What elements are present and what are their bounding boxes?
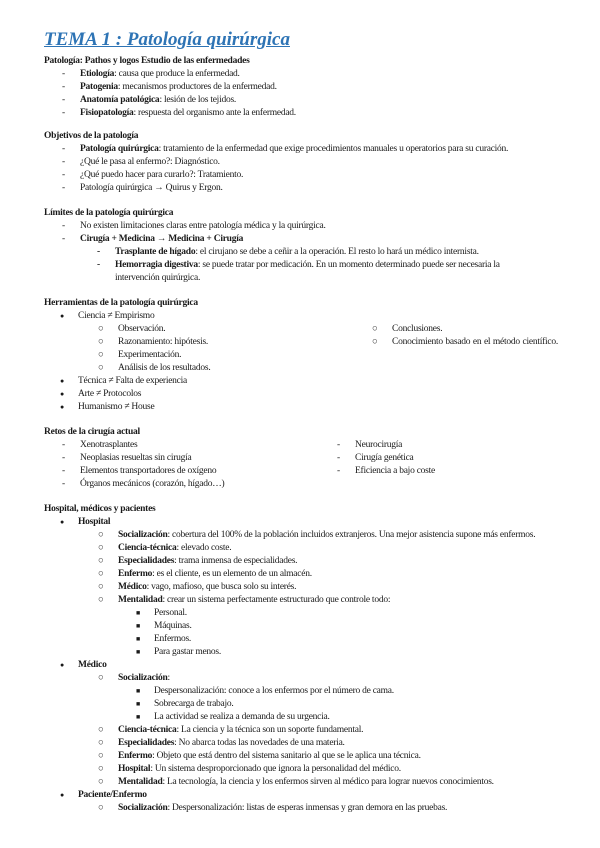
- list-item: - Anatomía patológica: lesión de los tejidos.: [62, 95, 237, 105]
- section-heading: Límites de la patología quirúrgica: [44, 208, 174, 218]
- section-heading: Hospital, médicos y pacientes: [44, 504, 156, 514]
- section-heading: Objetivos de la patología: [44, 131, 139, 141]
- page-title: TEMA 1 : Patología quirúrgica: [44, 29, 290, 50]
- list-item: ○ Especialidades: No abarca todas las novedades de una materia.: [98, 738, 345, 748]
- list-item: ■ Enfermos.: [136, 634, 192, 644]
- list-item: ○ Ciencia-técnica: La ciencia y la técnica son un soporte fundamental.: [98, 725, 364, 735]
- list-item: ○ Enfermo: Objeto que está dentro del sistema sanitario al que se le aplica una técnica.: [98, 751, 421, 761]
- list-item: ○ Conclusiones.: [372, 324, 443, 334]
- list-item: ■ Sobrecarga de trabajo.: [136, 699, 234, 709]
- list-item: ● Paciente/Enfermo: [60, 790, 147, 800]
- list-item: ○ Especialidades: trama inmensa de especialidades.: [98, 556, 298, 566]
- list-item: - Elementos transportadores de oxígeno: [62, 466, 217, 476]
- list-item: ○ Enfermo: es el cliente, es un elemento de un almacén.: [98, 569, 312, 579]
- list-item: ● Ciencia ≠ Empirismo: [60, 311, 155, 321]
- list-item: - Cirugía + Medicina → Medicina + Cirugía: [62, 234, 244, 244]
- list-item: ○ Mentalidad: La tecnología, la ciencia y los enfermos sirven al médico para lograr nuevos conocimientos.: [98, 777, 494, 787]
- list-item: ○ Análisis de los resultados.: [98, 363, 211, 373]
- intro-label: Patología: [44, 56, 80, 66]
- list-item: - Patogenia: mecanismos productores de la enfermedad.: [62, 82, 277, 92]
- list-item: - Fisiopatología: respuesta del organismo ante la enfermedad.: [62, 108, 296, 118]
- list-item: - Trasplante de hígado: el cirujano se debe a ceñir a la operación. El resto lo hará un médico internista.: [97, 247, 479, 257]
- list-item: - ¿Qué puedo hacer para curarlo?: Tratamiento.: [62, 170, 244, 180]
- list-item: ○ Mentalidad: crear un sistema perfectamente estructurado que controle todo:: [98, 595, 391, 605]
- list-item: ● Hospital: [60, 517, 111, 527]
- list-item: - Neurocirugía: [337, 440, 403, 450]
- list-item: ○ Socialización: Despersonalización: listas de esperas inmensas y gran demora en las pruebas.: [98, 803, 448, 813]
- list-item: ○ Experimentación.: [98, 350, 182, 360]
- list-item: ■ La actividad se realiza a demanda de su urgencia.: [136, 712, 330, 722]
- list-item: - Hemorragia digestiva: se puede tratar por medicación. En un momento determinado puede ser necesaria la intervención quirúrgica.: [97, 260, 500, 283]
- list-item: ○ Socialización: cobertura del 100% de la población incluidos extranjeros. Una mejor asistencia supone más enfermos.: [98, 530, 536, 540]
- list-item: - Patología quirúrgica → Quirus y Ergon.: [62, 183, 223, 193]
- list-item: - Patología quirúrgica: tratamiento de la enfermedad que exige procedimientos manuales u operatorios para su curación.: [62, 144, 509, 154]
- list-item: - No existen limitaciones claras entre patología médica y la quirúrgica.: [62, 221, 326, 231]
- dash-marker: -: [62, 69, 65, 79]
- list-item: ○ Ciencia-técnica: elevado coste.: [98, 543, 232, 553]
- list-item: ○ Socialización:: [98, 673, 170, 683]
- dash-marker: -: [62, 95, 65, 105]
- list-item: - Cirugía genética: [337, 453, 414, 463]
- list-item: ● Médico: [60, 660, 107, 670]
- list-item: ■ Para gastar menos.: [136, 647, 221, 657]
- list-item: ■ Máquinas.: [136, 621, 192, 631]
- list-item: - Neoplasias resueltas sin cirugía: [62, 453, 192, 463]
- list-item: ○ Conocimiento basado en el método científico.: [372, 337, 558, 347]
- list-item: ● Técnica ≠ Falta de experiencia: [60, 376, 188, 386]
- list-item: ○ Observación.: [98, 324, 166, 334]
- list-item: - Etiología: causa que produce la enfermedad.: [62, 69, 240, 79]
- section-heading: Retos de la cirugía actual: [44, 427, 140, 437]
- list-item: - Eficiencia a bajo coste: [337, 466, 435, 476]
- list-item: - Xenotrasplantes: [62, 440, 138, 450]
- list-item: ■ Despersonalización: conoce a los enfermos por el número de cama.: [136, 686, 394, 696]
- list-item: ○ Razonamiento: hipótesis.: [98, 337, 209, 347]
- intro-text: : Pathos y logos Estudio de las enfermedades: [79, 56, 250, 66]
- list-item: ■ Personal.: [136, 608, 187, 618]
- list-item: ● Arte ≠ Protocolos: [60, 389, 142, 399]
- list-item: - Órganos mecánicos (corazón, hígado…): [62, 479, 225, 489]
- intro-line: [44, 55, 250, 68]
- dash-marker: -: [62, 108, 65, 118]
- dash-marker: -: [62, 82, 65, 92]
- list-item: ● Humanismo ≠ House: [60, 402, 155, 412]
- list-item: - ¿Qué le pasa al enfermo?: Diagnóstico.: [62, 157, 220, 167]
- section-heading: Herramientas de la patología quirúrgica: [44, 298, 198, 308]
- list-item: ○ Hospital: Un sistema desproporcionado que ignora la personalidad del médico.: [98, 764, 401, 774]
- list-item: ○ Médico: vago, mafioso, que busca solo su interés.: [98, 582, 297, 592]
